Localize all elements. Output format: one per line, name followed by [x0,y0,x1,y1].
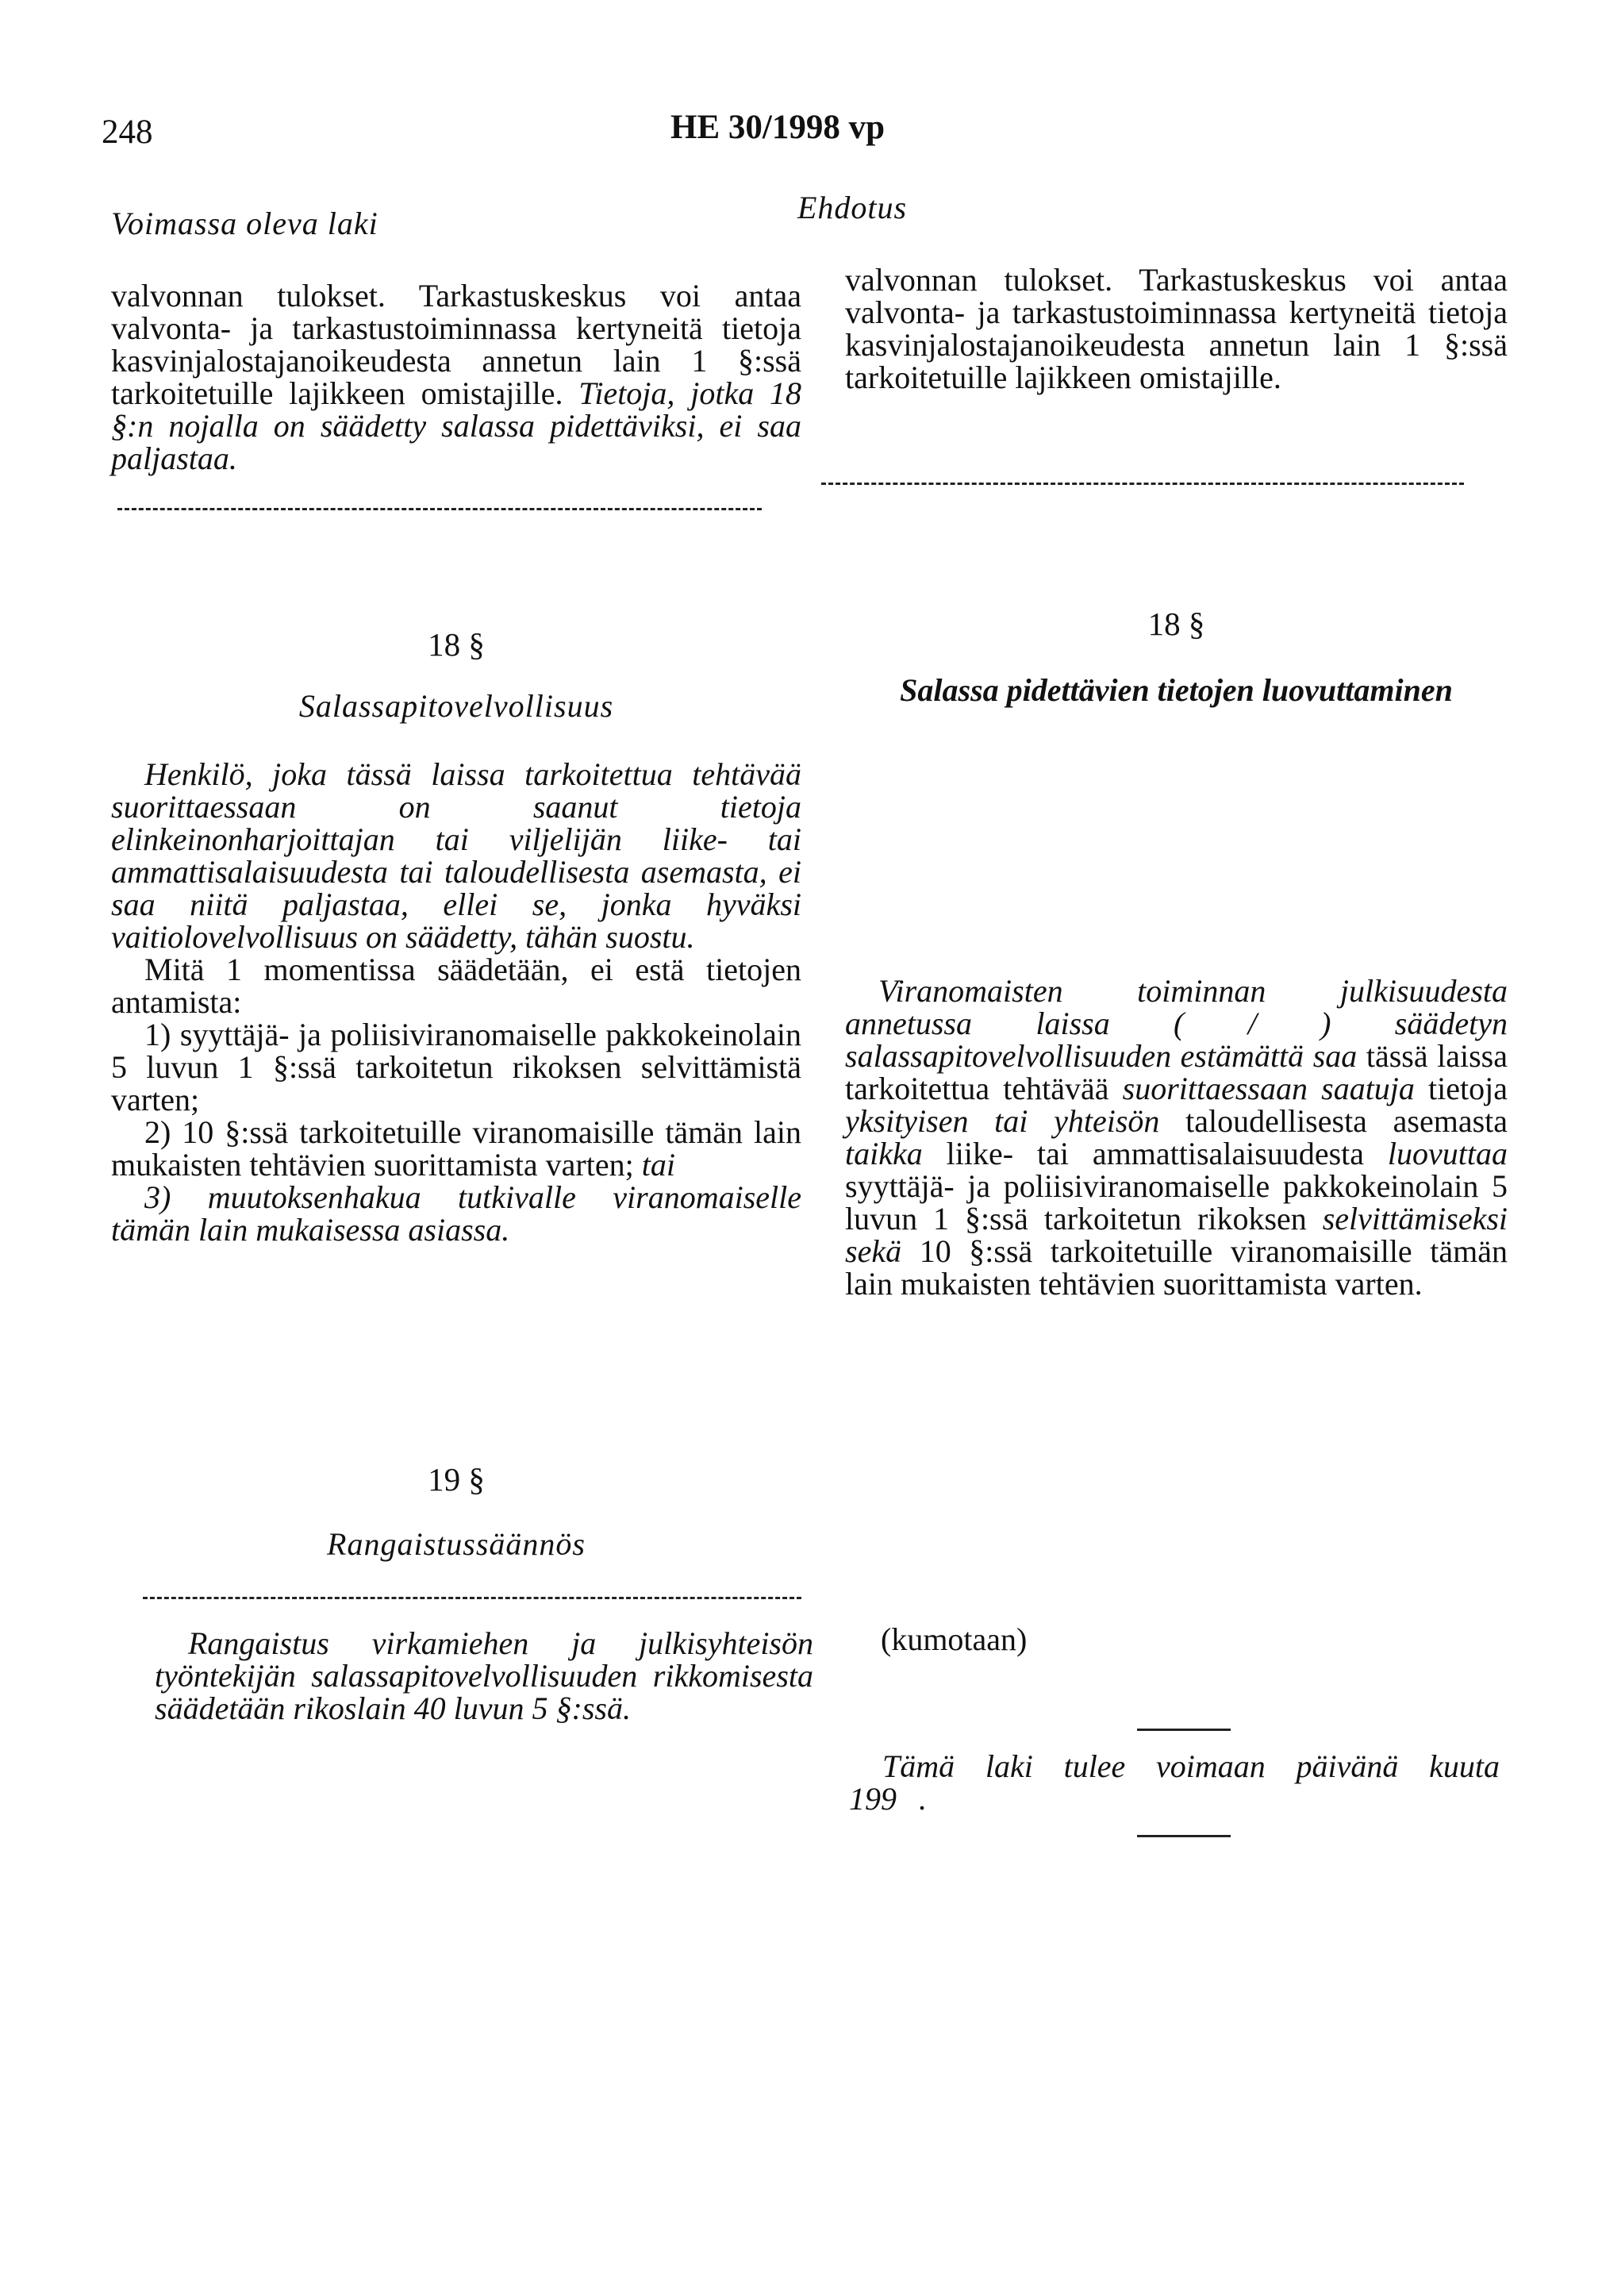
right-column-heading: Ehdotus [797,190,908,225]
right-s18-part-l: 10 §:ssä tarkoitetuille viranomaisille tämän lain mukaisten tehtävien suorittamista varten. [845,1233,1508,1302]
rule-below-entry [1137,1835,1231,1837]
right-s18-part-i: luovuttaa [1387,1136,1508,1171]
left-intro-paragraph [111,279,801,475]
right-intro [845,263,1508,394]
left-section-19-title: Rangaistussäännös [327,1526,586,1562]
right-s18-part-e: yksityisen tai yhteisön [845,1103,1160,1139]
left-s19-omission-dashes [143,1597,801,1599]
page-number: 248 [102,113,153,151]
left-section-19-number: 19 § [428,1461,485,1498]
left-s18-item-3: 3) muutoksenhakua tutkivalle viranomaiselle tämän lain mukaisessa asiassa. [111,1179,801,1248]
right-s18-part-j: syyttäjä- ja poliisiviranomaiselle pakkokeinolain 5 luvun 1 §:ssä tarkoitetun rikoksen [845,1168,1508,1236]
left-s18-paragraph-2: Mitä 1 momentissa säädetään, ei estä tietojen antamista: [111,952,801,1020]
right-section-18-number: 18 § [1147,606,1205,642]
right-section-18-title: Salassa pidettävien tietojen luovuttaminen [900,672,1453,708]
left-s18-item-1: 1) syyttäjä- ja poliisiviranomaiselle pakkokeinolain 5 luvun 1 §:ssä tarkoitetun rikoksen selvittämistä varten; [111,1017,801,1117]
right-s18-part-f: taloudellisesta asemasta [1185,1103,1508,1139]
left-s18-item-2-italic: tai [641,1147,675,1183]
left-s18-paragraph-1: Henkilö, joka tässä laissa tarkoitettua tehtävää suorittaessaan on saanut tietoja elinkeinonharjoittajan tai viljelijän liike- tai ammattisalaisuudesta tai taloudellisesta asemasta, ei saa niitä paljastaa, ellei se, jonka hyväksi vaitiolovelvollisuus on säädetty, tähän suostu. [111,756,801,955]
left-omission-dashes [117,508,762,510]
right-s18-part-d: tietoja [1428,1071,1508,1106]
entry-into-force [849,1750,1500,1815]
left-intro-plain: valvonnan tulokset. Tarkastuskeskus voi antaa valvonta- ja tarkastustoiminnassa kertyneitä tietoja kasvinjalostajanoikeudesta annetun lain 1 §:ssä tarkoitetuille lajikkeen omistajille. [111,278,801,411]
rule-above-entry [1137,1729,1231,1731]
right-s18-paragraph-1 [845,975,1508,1300]
left-section-18-number: 18 § [428,626,485,663]
right-intro-paragraph: valvonnan tulokset. Tarkastuskeskus voi antaa valvonta- ja tarkastustoiminnassa kertyneitä tietoja kasvinjalostajanoikeudesta annetun lain 1 §:ssä tarkoitetuille lajikkeen omistajille. [845,262,1508,395]
entry-into-force-text: Tämä laki tulee voimaan päivänä kuuta 199 . [849,1748,1500,1817]
right-s18-part-g: taikka [845,1136,923,1171]
right-section-18-body [845,975,1508,1300]
right-s19-repealed: (kumotaan) [881,1621,1028,1657]
right-s18-part-a: Viranomaisten toiminnan julkisuudesta annetussa laissa ( / ) säädetyn salassapitovelvollisuuden estämättä saa [845,973,1508,1074]
left-column-heading: Voimassa oleva laki [111,206,378,241]
left-intro [111,279,801,475]
left-s19-paragraph-1: Rangaistus virkamiehen ja julkisyhteisön työntekijän salassapitovelvollisuuden rikkomisesta säädetään rikoslain 40 luvun 5 §:ssä. [155,1625,813,1726]
right-s18-part-c: suorittaessaan saatuja [1122,1071,1415,1106]
right-omission-dashes [821,483,1464,485]
left-section-18-title: Salassapitovelvollisuus [298,688,614,724]
right-s18-part-b: tässä laissa tarkoitettua tehtävää [845,1038,1508,1106]
right-s18-part-h: liike- tai ammattisalaisuudesta [946,1136,1364,1171]
left-section-18-body [111,758,801,1246]
document-id: HE 30/1998 vp [670,109,885,146]
left-intro-italic: Tietoja, jotka 18 §:n nojalla on säädetty salassa pidettäviksi, ei saa paljastaa. [111,375,802,476]
left-s18-item-2-plain: 2) 10 §:ssä tarkoitetuille viranomaisille tämän lain mukaisten tehtävien suorittamista varten; [111,1114,801,1183]
left-s18-item-2 [111,1116,801,1181]
left-section-19-body [155,1627,813,1725]
right-s18-part-k: selvittämiseksi sekä [845,1201,1508,1269]
